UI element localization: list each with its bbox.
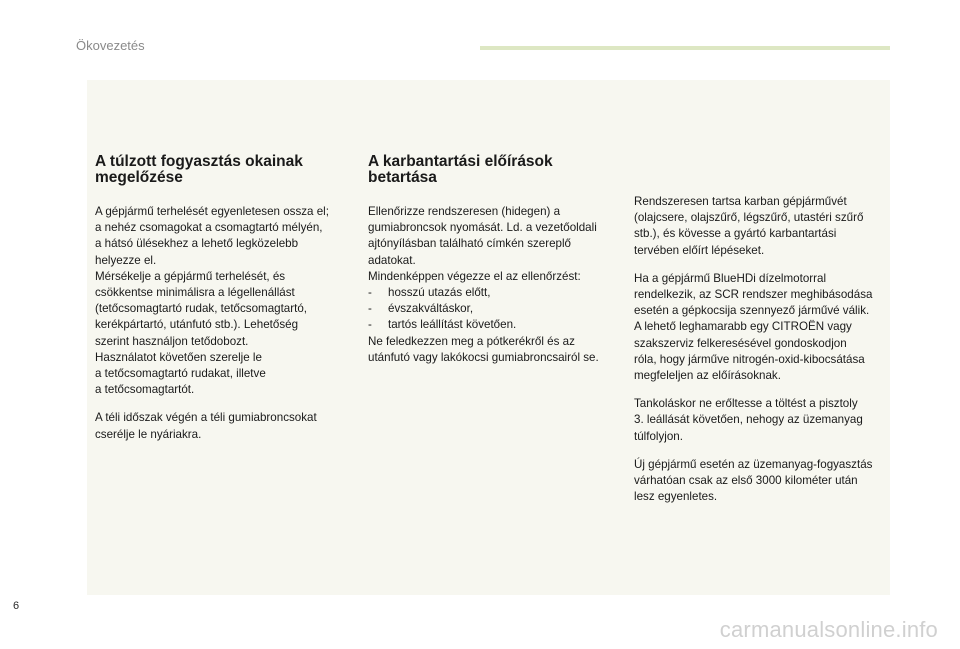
section-heading: A túlzott fogyasztás okainak megelőzése bbox=[95, 153, 303, 186]
paragraph-spare-wheel: Ne feledkezzen meg a pótkerékről és az utánfutó vagy lakókocsi gumiabroncsairól se. bbox=[368, 334, 599, 364]
paragraph-service: Rendszeresen tartsa karban gépjárművét (olajcsere, olajszűrő, légszűrő, utastéri szűrő stb.), és kövesse a gyártó karbantartási tervében előírt lépéseket. bbox=[634, 195, 864, 257]
section-maintenance-details bbox=[634, 194, 890, 505]
paragraph-bluehdi: Ha a gépjármű BlueHDi dízelmotorral rendelkezik, az SCR rendszer meghibásodása esetén a gépkocsija szennyező járművé válik. A lehető leghamarabb egy CITROËN vagy szakszerviz felkeresésével gondoskodjon róla, hogy járműve nitrogén-oxid-kibocsátása megfeleljen az előírásoknak. bbox=[634, 271, 873, 383]
section-maintenance-rules bbox=[368, 154, 623, 366]
paragraph-refuelling: Tankoláskor ne erőltesse a töltést a pisztoly 3. leállását követően, nehogy az üzemanyag túlfolyjon. bbox=[634, 397, 863, 443]
header-accent-bar bbox=[480, 46, 890, 50]
section-heading: A karbantartási előírások betartása bbox=[368, 153, 553, 186]
watermark: carmanualsonline.info bbox=[719, 617, 938, 642]
list-item: - évszakváltáskor, bbox=[368, 302, 474, 316]
list-item: - hosszú utazás előtt, bbox=[368, 286, 491, 300]
list-item: - tartós leállítást követően. bbox=[368, 318, 517, 332]
page-number: 6 bbox=[13, 600, 20, 612]
paragraph-winter-tyres: A téli időszak végén a téli gumiabroncsokat cserélje le nyáriakra. bbox=[95, 411, 317, 441]
paragraph-new-vehicle: Új gépjármű esetén az üzemanyag-fogyasztás várhatóan csak az első 3000 kilométer után lesz egyenletes. bbox=[634, 457, 873, 504]
section-excess-consumption bbox=[95, 154, 350, 443]
paragraph-load: A gépjármű terhelését egyenletesen ossza el; a nehéz csomagokat a csomagtartó mélyén, a hátsó ülésekhez a lehető legközelebb helyezze el. Mérsékelje a gépjármű terhelését, és csökkentse minimálisra a légellenállást (tetőcsomagtartó rudak, tetőcsomagtartó, kerékpártartó, utánfutó stb.). Lehetőség szerint használjon tetődobozt. Használatot követően szerelje le a tetőcsomagtartó rudakat, illetve a tetőcsomagtartót. bbox=[95, 205, 329, 397]
paragraph-tyre-pressure: Ellenőrizze rendszeresen (hidegen) a gumiabroncsok nyomását. Ld. a vezetőoldali ajtónyílásban található címkén szereplő adatokat. Mindenképpen végezze el az ellenőrzést: bbox=[368, 205, 597, 283]
page-header-title: Ökovezetés bbox=[76, 38, 145, 53]
